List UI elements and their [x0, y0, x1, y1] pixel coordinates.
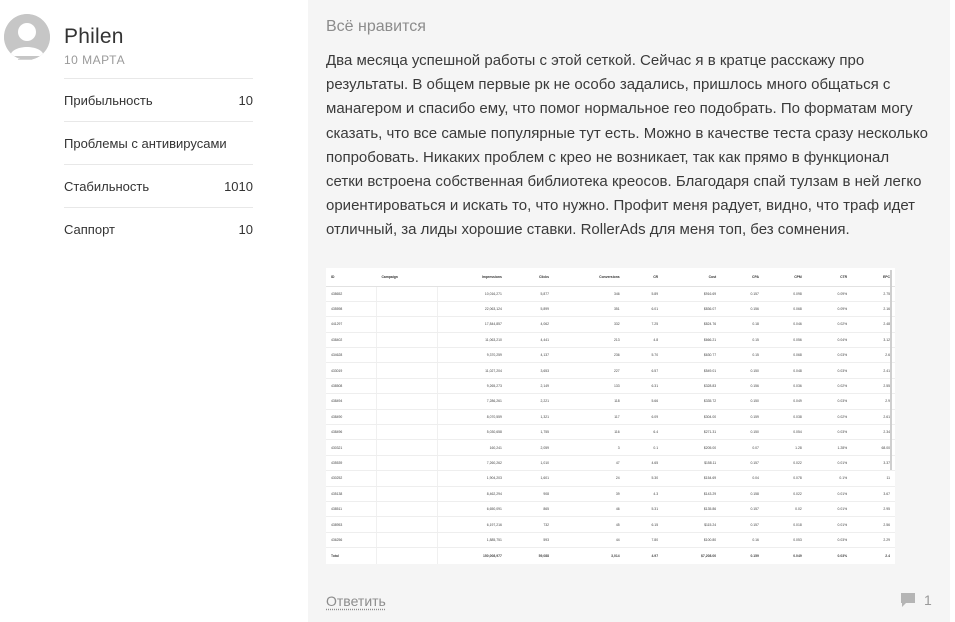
review-date: 10 МАРТА	[64, 53, 126, 67]
stats-cell: 10,016,271	[438, 286, 507, 301]
stats-cell: 6.4	[625, 425, 663, 440]
rating-value: 10	[238, 221, 253, 237]
stats-cell: 39	[554, 486, 625, 501]
stats-cell: $135.86	[663, 501, 721, 516]
rating-row-profitability	[64, 78, 253, 121]
stats-cell: 2.41	[852, 363, 895, 378]
stats-cell: $328.83	[663, 378, 721, 393]
stats-cell: 0.09%	[807, 286, 852, 301]
stats-cell: 438511	[326, 501, 376, 516]
stats-cell: 2,059	[507, 440, 554, 455]
stats-cell	[376, 378, 437, 393]
table-row	[326, 409, 895, 424]
stats-cell: 6.15	[625, 517, 663, 532]
reply-link[interactable]: Ответить	[326, 593, 386, 609]
stats-cell: 430252	[326, 471, 376, 486]
stats-cell: 0.068	[764, 301, 807, 316]
author-panel	[0, 0, 308, 622]
stats-total-cell: 4.97	[651, 553, 659, 558]
stats-cell: $824.76	[663, 317, 721, 332]
stats-cell: 0.03%	[807, 532, 852, 547]
stats-cell: 6.31	[625, 378, 663, 393]
stats-cell: 6.09	[625, 409, 663, 424]
stats-cell: 1,755	[507, 425, 554, 440]
rating-label: Саппорт	[64, 221, 115, 237]
stats-cell: 0.049	[764, 394, 807, 409]
stats-cell	[376, 471, 437, 486]
stats-cell: 0.159	[721, 409, 764, 424]
stats-header-cell: CPM	[764, 268, 807, 286]
stats-cell: 8,070,559	[438, 409, 507, 424]
avatar[interactable]	[4, 14, 50, 60]
stats-cell: $154.69	[663, 471, 721, 486]
stats-cell: 2.95	[852, 501, 895, 516]
user-avatar-icon	[4, 14, 50, 60]
stats-cell: 3.37	[852, 455, 895, 470]
stats-cell: 11,063,210	[438, 332, 507, 347]
table-row	[326, 394, 895, 409]
stats-cell: $158.11	[663, 455, 721, 470]
rating-row-support	[64, 207, 253, 250]
stats-cell: 0.03%	[807, 348, 852, 363]
stats-cell: 0.157	[721, 455, 764, 470]
stats-cell: 68.00	[852, 440, 895, 455]
stats-cell: 44	[554, 532, 625, 547]
ratings-list	[64, 78, 253, 250]
stats-cell: 346	[554, 286, 625, 301]
stats-cell: 7.25	[625, 317, 663, 332]
stats-cell: 0.16	[721, 532, 764, 547]
stats-total-cell: Total	[331, 553, 339, 558]
stats-cell: 9,370,259	[438, 348, 507, 363]
stats-cell: 435598	[326, 301, 376, 316]
stats-cell: 236	[554, 348, 625, 363]
stats-cell: 5.89	[625, 286, 663, 301]
stats-cell: 0.156	[721, 378, 764, 393]
stats-cell: 4,441	[507, 332, 554, 347]
stats-cell	[376, 301, 437, 316]
stats-cell: 5.30	[625, 471, 663, 486]
stats-cell: 732	[507, 517, 554, 532]
stats-cell: $549.01	[663, 363, 721, 378]
stats-cell	[376, 348, 437, 363]
table-row	[326, 332, 895, 347]
stats-cell: 0.078	[764, 471, 807, 486]
stats-cell: 5.66	[625, 394, 663, 409]
stats-cell	[376, 501, 437, 516]
rating-value: 1010	[224, 178, 253, 194]
rating-label: Стабильность	[64, 178, 150, 194]
stats-cell: $916.69	[663, 286, 721, 301]
stats-cell: 438652	[326, 286, 376, 301]
stats-header-cell: Conversions	[554, 268, 625, 286]
rating-label: Прибыльность	[64, 92, 153, 108]
stats-cell: 0.09%	[807, 301, 852, 316]
table-total-row	[326, 548, 895, 564]
stats-cell: 351	[554, 301, 625, 316]
stats-cell: 0.038	[764, 409, 807, 424]
stats-cell: 438508	[326, 378, 376, 393]
stats-cell: 436256	[326, 532, 376, 547]
stats-cell: 2.6	[852, 348, 895, 363]
stats-cell	[376, 455, 437, 470]
stats-cell	[376, 486, 437, 501]
stats-cell: 0.157	[721, 501, 764, 516]
stats-cell: 0.157	[721, 517, 764, 532]
table-row	[326, 501, 895, 516]
stats-total-cell: 0.159	[750, 553, 759, 558]
stats-cell: $100.80	[663, 532, 721, 547]
stats-cell: 0.01%	[807, 455, 852, 470]
stats-cell: 2,149	[507, 378, 554, 393]
stats-cell: 2.16	[852, 301, 895, 316]
stats-cell: 0.056	[764, 332, 807, 347]
stats-cell: 6.57	[625, 363, 663, 378]
stats-cell: 47	[554, 455, 625, 470]
stats-cell: $666.21	[663, 332, 721, 347]
stats-cell: 435539	[326, 455, 376, 470]
table-row	[326, 440, 895, 455]
stats-header-cell: CPA	[721, 268, 764, 286]
stats-cell: 0.02%	[807, 317, 852, 332]
stats-screenshot[interactable]	[326, 268, 895, 564]
stats-cell: 441297	[326, 317, 376, 332]
stats-cell: 0.03%	[807, 425, 852, 440]
rating-label: Проблемы с антивирусами	[64, 135, 227, 151]
stats-cell: 0.158	[721, 486, 764, 501]
stats-cell: 2.56	[852, 517, 895, 532]
stats-cell: 118	[554, 394, 625, 409]
stats-header-cell: Clicks	[507, 268, 554, 286]
stats-cell: 0.1	[625, 440, 663, 455]
table-row	[326, 425, 895, 440]
stats-cell: 0.18	[721, 317, 764, 332]
stats-cell: 0.036	[764, 378, 807, 393]
stats-cell: 2.29	[852, 532, 895, 547]
stats-cell: 46	[554, 501, 625, 516]
stats-total-cell: $7,208.00	[701, 553, 717, 558]
stats-cell	[376, 409, 437, 424]
stats-cell: 2.61	[852, 409, 895, 424]
stats-cell: 45	[554, 517, 625, 532]
stats-cell: 0.156	[721, 301, 764, 316]
stats-header-cell: CR	[625, 268, 663, 286]
stats-header-cell: EPC	[852, 268, 895, 286]
comment-bubble-icon	[900, 592, 916, 608]
stats-header-cell: Campaign	[376, 268, 437, 286]
stats-cell: 3	[554, 440, 625, 455]
table-row	[326, 378, 895, 393]
stats-cell: 0.1%	[807, 471, 852, 486]
stats-cell: 438496	[326, 425, 376, 440]
stats-header-cell: Cost	[663, 268, 721, 286]
stats-cell: 2.55	[852, 378, 895, 393]
stats-cell: 2.75	[852, 286, 895, 301]
stats-cell: $630.77	[663, 348, 721, 363]
stats-cell: $304.00	[663, 409, 721, 424]
stats-cell: 908	[507, 486, 554, 501]
rating-row-antivirus	[64, 121, 253, 164]
stats-cell: $143.29	[663, 486, 721, 501]
stats-table-header	[326, 268, 895, 286]
stats-cell: 865	[507, 501, 554, 516]
stats-cell: 6,197,216	[438, 517, 507, 532]
stats-header-cell: Impressions	[438, 268, 507, 286]
stats-cell: 9,265,273	[438, 378, 507, 393]
stats-cell: 2.34	[852, 425, 895, 440]
screenshot-scrollbar	[890, 270, 892, 470]
stats-cell: 2.9	[852, 394, 895, 409]
stats-cell: $271.31	[663, 425, 721, 440]
stats-cell: 6.01	[625, 301, 663, 316]
table-row	[326, 317, 895, 332]
stats-header-cell: ID	[326, 268, 376, 286]
stats-cell: 5.70	[625, 348, 663, 363]
stats-total-cell	[376, 548, 437, 564]
stats-cell: 6,650,091	[438, 501, 507, 516]
stats-cell: 7,260,262	[438, 455, 507, 470]
stats-cell: 160,241	[438, 440, 507, 455]
stats-cell: 438402	[326, 332, 376, 347]
stats-cell: 116	[554, 425, 625, 440]
stats-cell: 0.054	[764, 425, 807, 440]
stats-cell: 0.022	[764, 486, 807, 501]
stats-cell: 433019	[326, 363, 376, 378]
stats-cell: 0.046	[764, 317, 807, 332]
stats-cell: 0.03%	[807, 363, 852, 378]
stats-cell: 593	[507, 532, 554, 547]
stats-cell: 2.48	[852, 317, 895, 332]
stats-cell: 0.150	[721, 394, 764, 409]
stats-cell: 0.01%	[807, 517, 852, 532]
stats-cell: 4.65	[625, 455, 663, 470]
stats-cell: 1.28%	[807, 440, 852, 455]
stats-cell: 0.07	[721, 440, 764, 455]
stats-cell: 0.15	[721, 348, 764, 363]
stats-cell: 0.150	[721, 425, 764, 440]
stats-cell: 117	[554, 409, 625, 424]
stats-cell: 5,030,658	[438, 425, 507, 440]
stats-cell: 5,899	[507, 301, 554, 316]
stats-total-cell: 0.049	[793, 553, 802, 558]
table-row	[326, 301, 895, 316]
stats-cell: 3.67	[852, 486, 895, 501]
stats-cell: 133	[554, 378, 625, 393]
stats-cell: 24	[554, 471, 625, 486]
stats-cell: 1,601	[507, 471, 554, 486]
stats-total-cell: 2.4	[885, 553, 890, 558]
stats-cell	[376, 517, 437, 532]
stats-cell: 11,027,204	[438, 363, 507, 378]
stats-cell: 0.018	[764, 517, 807, 532]
stats-cell: 438494	[326, 394, 376, 409]
stats-cell: 0.01%	[807, 501, 852, 516]
stats-cell: 0.04	[721, 471, 764, 486]
stats-cell: 0.068	[764, 348, 807, 363]
comment-count: 1	[924, 592, 932, 608]
stats-cell: 5.31	[625, 501, 663, 516]
stats-total-cell: 150,008,977	[483, 553, 502, 558]
stats-cell: 1,904,203	[438, 471, 507, 486]
stats-cell: $115.24	[663, 517, 721, 532]
stats-cell: 22,063,124	[438, 301, 507, 316]
stats-cell: 0.01%	[807, 486, 852, 501]
comments-counter[interactable]	[900, 592, 932, 608]
stats-cell: 0.03%	[807, 394, 852, 409]
stats-cell	[376, 532, 437, 547]
stats-cell	[376, 394, 437, 409]
stats-cell: 0.02%	[807, 409, 852, 424]
stats-cell: 0.02%	[807, 378, 852, 393]
stats-cell: 1,010	[507, 455, 554, 470]
review-title: Всё нравится	[326, 18, 426, 35]
stats-table	[326, 268, 895, 564]
table-row	[326, 455, 895, 470]
stats-cell: 0.048	[764, 363, 807, 378]
stats-cell	[376, 440, 437, 455]
stats-cell: 0.022	[764, 455, 807, 470]
stats-cell: 2,221	[507, 394, 554, 409]
stats-header-cell: CTR	[807, 268, 852, 286]
stats-cell: 5,877	[507, 286, 554, 301]
stats-cell: $836.07	[663, 301, 721, 316]
stats-cell: 4.3	[625, 486, 663, 501]
stats-cell: 4,137	[507, 348, 554, 363]
table-row	[326, 486, 895, 501]
table-row	[326, 471, 895, 486]
review-panel	[308, 0, 950, 622]
stats-cell: 438490	[326, 409, 376, 424]
stats-cell: 4.8	[625, 332, 663, 347]
stats-table-body	[326, 286, 895, 564]
stats-cell: 438953	[326, 517, 376, 532]
stats-cell: 3,653	[507, 363, 554, 378]
rating-value: 10	[238, 92, 253, 108]
avatar-divider	[18, 59, 32, 60]
stats-cell: 7,286,261	[438, 394, 507, 409]
stats-cell: 332	[554, 317, 625, 332]
stats-cell: 3.12	[852, 332, 895, 347]
stats-cell: 434628	[326, 348, 376, 363]
stats-cell: 1,321	[507, 409, 554, 424]
table-row	[326, 517, 895, 532]
stats-cell: 435138	[326, 486, 376, 501]
table-row	[326, 363, 895, 378]
stats-cell: 11	[852, 471, 895, 486]
stats-cell: 17,844,857	[438, 317, 507, 332]
stats-cell	[376, 286, 437, 301]
stats-cell: 213	[554, 332, 625, 347]
table-row	[326, 286, 895, 301]
stats-total-cell: 0.03%	[837, 553, 848, 558]
stats-cell: 1.28	[764, 440, 807, 455]
stats-cell	[376, 425, 437, 440]
stats-cell	[376, 332, 437, 347]
stats-cell: 1,885,751	[438, 532, 507, 547]
review-body: Два месяца успешной работы с этой сеткой. Сейчас я в кратце расскажу про результаты. В общем первые рк не особо задались, пришлось много общаться с манагером и спасибо ему, что помог нормальное гео подобрать. По форматам могу сказать, что все самые популярные тут есть. Можно в качестве теста сразу несколько попробовать. Никаких проблем с крео не возникает, так как прямо в функционал сетки встроена собственная библиотека креосов. Благодаря спай тулзам в ней легко ориентироваться и искать то, что нужно. Профит меня радует, видно, что траф идет отличный, за лиды хорошие ставки. RollerAds для меня топ, без сомнения.	[326, 52, 928, 239]
stats-total-cell: 3,014	[611, 553, 620, 558]
stats-cell: 7.80	[625, 532, 663, 547]
rating-row-stability	[64, 164, 253, 207]
table-row	[326, 532, 895, 547]
author-name[interactable]: Philen	[64, 25, 124, 48]
stats-cell: 0.098	[764, 286, 807, 301]
stats-cell: 0.053	[764, 532, 807, 547]
stats-cell: 8,462,294	[438, 486, 507, 501]
stats-cell: $205.00	[663, 440, 721, 455]
stats-cell: 430321	[326, 440, 376, 455]
stats-cell: 0.15	[721, 332, 764, 347]
stats-cell: $335.72	[663, 394, 721, 409]
stats-cell	[376, 317, 437, 332]
stats-total-cell: 59,088	[538, 553, 550, 558]
stats-cell: 227	[554, 363, 625, 378]
stats-cell: 0.150	[721, 363, 764, 378]
stats-cell: 0.04%	[807, 332, 852, 347]
stats-cell: 0.157	[721, 286, 764, 301]
stats-cell: 4,062	[507, 317, 554, 332]
stats-cell	[376, 363, 437, 378]
table-row	[326, 348, 895, 363]
stats-cell: 0.02	[764, 501, 807, 516]
